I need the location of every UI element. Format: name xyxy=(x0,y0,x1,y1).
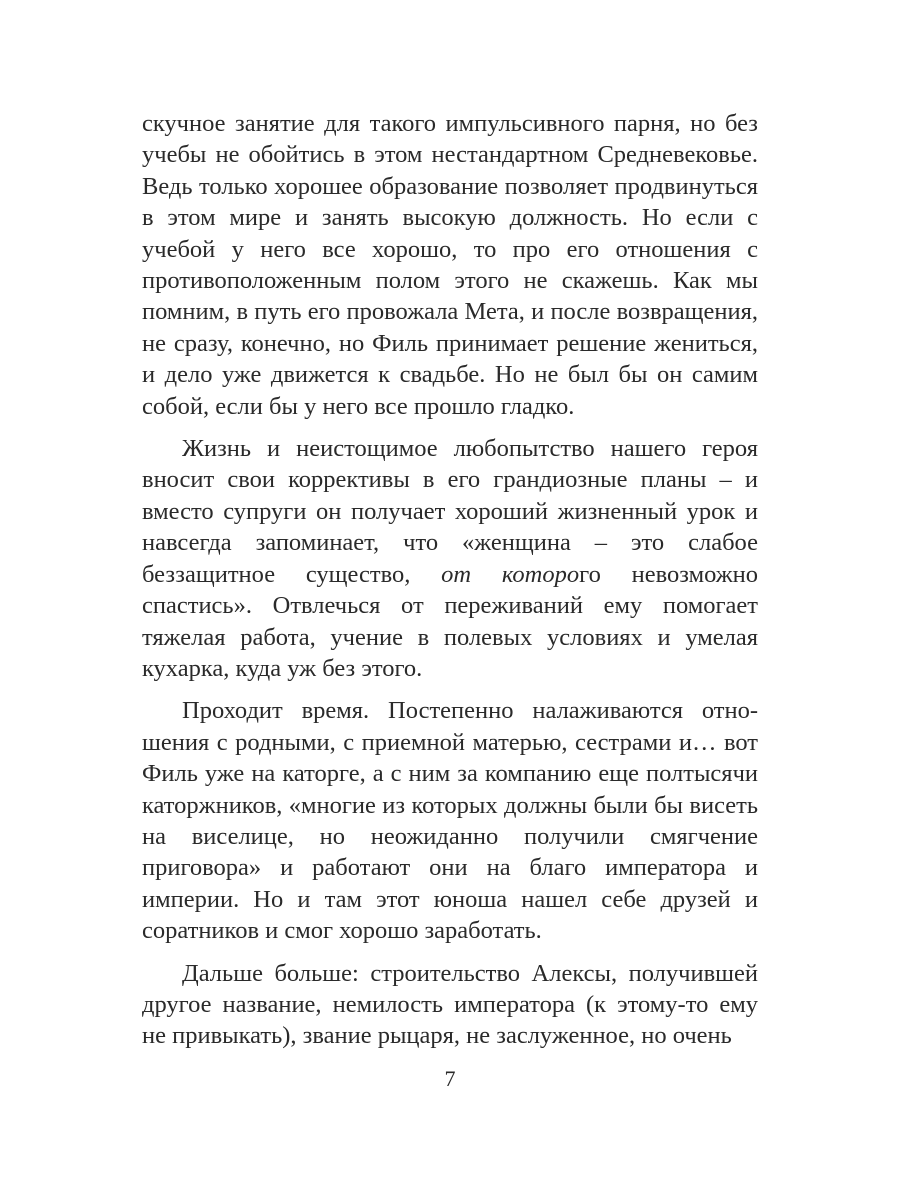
page-number: 7 xyxy=(444,1066,456,1091)
paragraph-4-text: Дальше больше: строительство Алексы, получившей другое название, немилость императора (к этому-то ему не привыкать), звание рыцаря, не заслуженное, но очень xyxy=(142,959,758,1050)
paragraph-4 xyxy=(142,958,758,1052)
paragraph-2-italic-text: , от которо xyxy=(404,560,580,588)
paragraph-2-text-start: Жизнь и неистощимое любопытство нашего героя вносит свои коррективы в его грандиозные планы – и вместо супруги он получает хороший жизненный урок и навсегда запоминает, что «женщина – это слабое беззащитное существо xyxy=(142,435,758,588)
page-body xyxy=(142,108,758,1063)
paragraph-1-text: скучное занятие для такого импульсивного парня, но без учебы не обойтись в этом нестандартном Средневековье. Ведь только хорошее образование позволяет продвинуться в этом мире и занять высокую должность. Но если с учебой у него все хорошо, то про его отношения с противоположенным полом этого не скажешь. Как мы помним, в путь его провожала Мета, и после возвращения, не сразу, конечно, но Филь принимает решение жениться, и дело уже движется к свадьбе. Но не был бы он самим собой, если бы у него все прошло гладко. xyxy=(142,110,758,420)
paragraph-2 xyxy=(142,433,758,684)
paragraph-3 xyxy=(142,695,758,946)
paragraph-1 xyxy=(142,108,758,422)
paragraph-3-text: Проходит время. Постепенно налаживаются отношения с родными, с приемной матерью, сестрами и… вот Филь уже на каторге, а с ним за компанию еще полтысячи каторжников, «многие из которых должны были бы висеть на виселице, но неожиданно получили смягчение приговора» и работают они на благо императора и империи. Но и там этот юноша нашел себе друзей и соратников и смог хорошо заработать. xyxy=(142,697,758,945)
paragraph-2-text-end: го невозможно спастись». Отвлечься от переживаний ему помогает тяжелая работа, учение в полевых условиях и умелая кухарка, куда уж без этого. xyxy=(142,560,759,682)
